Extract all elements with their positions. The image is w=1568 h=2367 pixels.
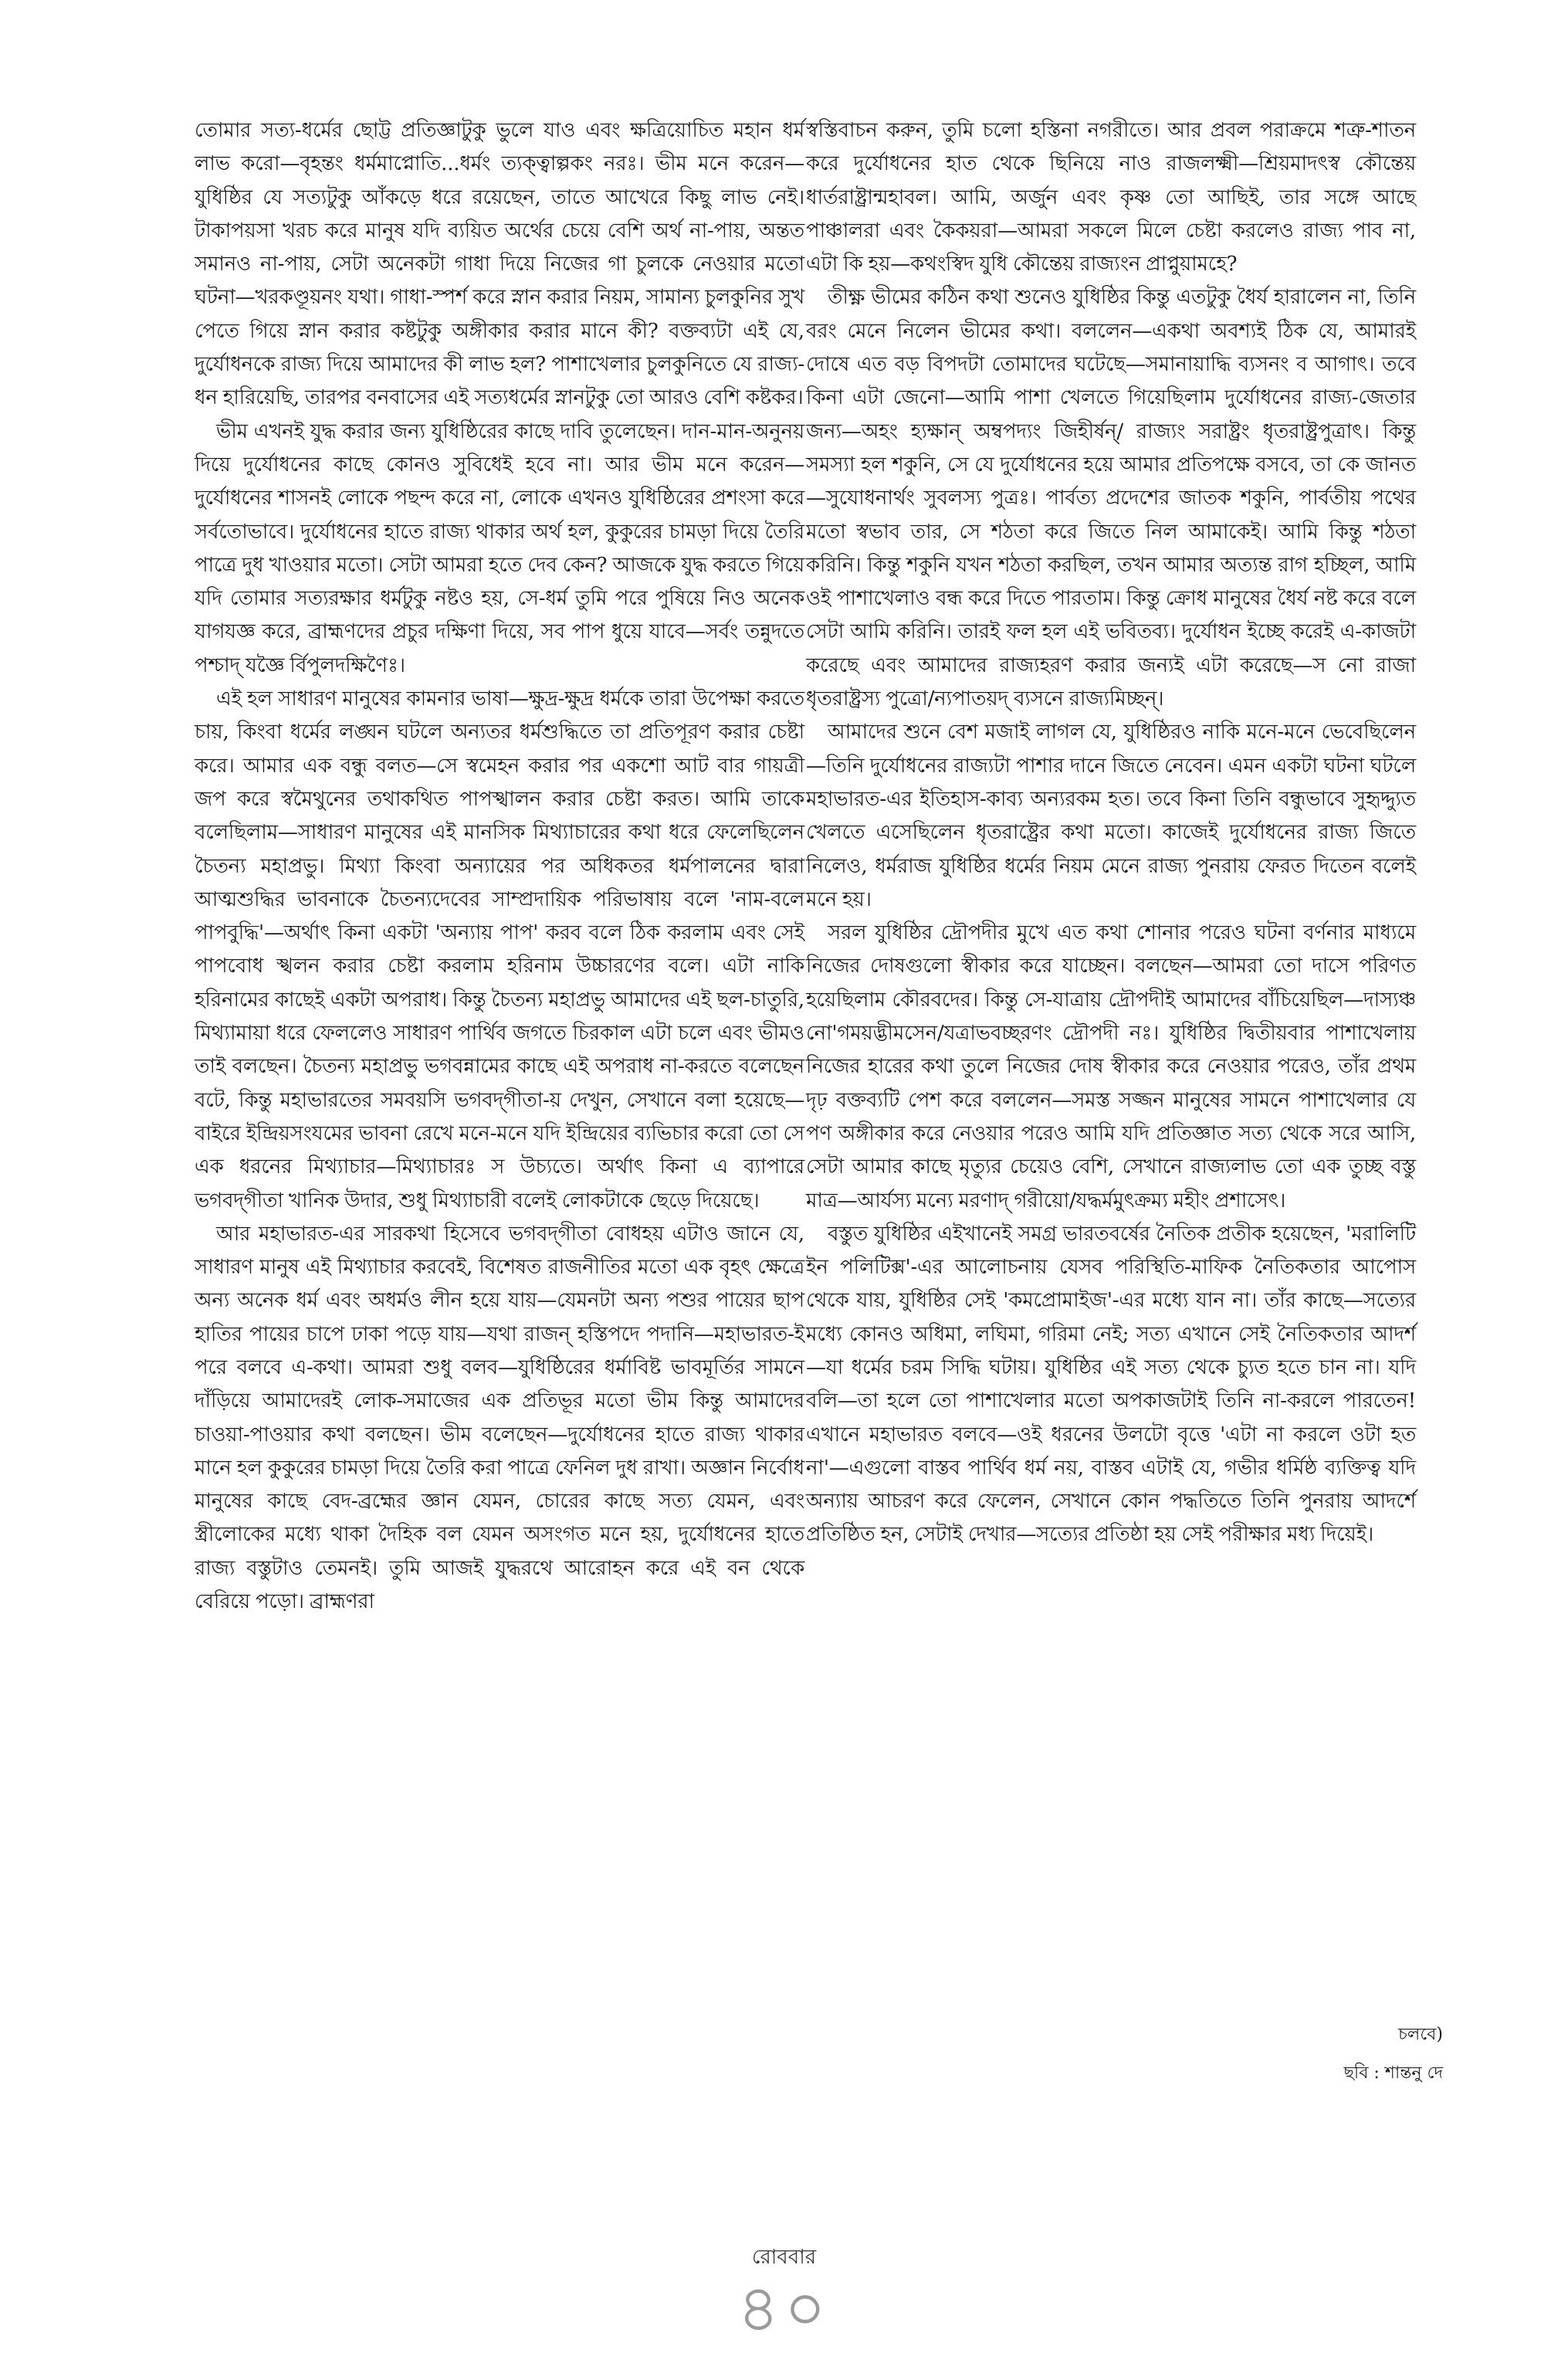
- article-column-left: [195, 114, 804, 1619]
- paragraph: সরল যুধিষ্ঠির দ্রৌপদীর মুখে এত কথা শোনার পরেও ঘটনা বর্ণনার মাধ্যমে নিজের দোষগুলো স্বীকার করে যাচ্ছেন। বলছেন—আমরা তো দাসে পরিণত হয়েছিলাম কৌরবদের। কিন্তু সে-যাত্রায় দ্রৌপদীই আমাদের বাঁচিয়েছিল—দাস্যঞ্চ নো'গময়দ্ভীমসেন/যত্রাভবচ্ছরণং দ্রৌপদী নঃ। যুধিষ্ঠির দ্বিতীয়বার পাশাখেলায় নিজের হারের কথা তুলে নিজের দোষ স্বীকার করে নেওয়ার পরেও, তাঁর প্রথম দৃঢ় বক্তব্যটি পেশ করে বললেন—সমস্ত সজ্জন মানুষের সামনে পাশাখেলার যে পণ অঙ্গীকার করে নেওয়ার পরেও আমি যদি প্রতিজ্ঞাত সত্য থেকে সরে আসি, সেটা আমার কাছে মৃত্যুর চেয়েও বেশি, সেখানে রাজ্যলাভ তো এক তুচ্ছ বস্তু মাত্র—আর্যস্য মন্যে মরণাদ্ গরীয়ো/যদ্ধর্মমুৎক্রম্য মহীং প্রশাসেৎ।: [806, 921, 1416, 1212]
- paragraph: স্বস্তিবাচন করুন, তুমি চলো হস্তিনা নগরীতে। আর প্রবল পরাক্রমে শত্রু-শাতন করে দুর্যোধনের হাত থেকে ছিনিয়ে নাও রাজলক্ষ্মী—শ্রিয়মাদৎস্ব কৌন্তেয় ধার্তরাষ্ট্রান্মহাবল। আমি, অর্জুন এবং কৃষ্ণ তো আছিই, তার সঙ্গে আছে পাঞ্চালরা এবং কৈকয়রা—আমরা সকলে মিলে চেষ্টা করলেও রাজ্য পাব না, এটা কি হয়—কথংস্বিদ যুধি কৌন্তেয় রাজ্যংন প্রাপ্নুয়ামহে?: [806, 119, 1416, 276]
- paragraph: তোমার সত্য-ধর্মের ছোট্ট প্রতিজ্ঞাটুকু ভুলে যাও এবং ক্ষত্রিয়োচিত মহান ধর্ম লাভ করো—বৃহন্তং ধর্মমাপ্নোতি...ধর্মং ত্যক্ত্বাল্পকং নরঃ। ভীম মনে করেন—যুধিষ্ঠির যে সত্যটুকু আঁকড়ে ধরে রয়েছেন, তাতে আখেরে কিছু লাভ নেই। টাকাপয়সা খরচ করে মানুষ যদি ব্যয়িত অর্থের চেয়ে বেশি অর্থ না-পায়, অন্তত সমানও না-পায়, সেটা অনেকটা গাধা দিয়ে নিজের গা চুলকে নেওয়ার মতো ঘটনা—খরকণ্ডূয়নং যথা। গাধা-স্পর্শ করে স্নান করার নিয়ম, সামান্য চুলকুনির সুখ পেতে গিয়ে স্নান করার কষ্টটুকু অঙ্গীকার করার মানে কী? বক্তব্যটা এই যে, দুর্যোধনকে রাজ্য দিয়ে আমাদের কী লাভ হল? পাশাখেলার চুলকুনিতে যে রাজ্য-ধন হারিয়েছি, তারপর বনবাসের এই সত্যধর্মের স্নানটুকু তো আরও বেশি কষ্টকর।: [195, 119, 804, 410]
- page-number: ৪০: [737, 2270, 831, 2346]
- image-credit: ছবি : শান্তনু দে: [1343, 2063, 1443, 2083]
- paragraph: আর মহাভারত-এর সারকথা হিসেবে ভগবদ্‌গীতা বোধহয় এটাও জানে যে, সাধারণ মানুষ এই মিথ্যাচার করবেই, বিশেষত রাজনীতির মতো এক বৃহৎ ক্ষেত্রে অন্য অনেক ধর্ম এবং অধর্মও লীন হয়ে যায়—যেমনটা অন্য পশুর পায়ের ছাপ হাতির পায়ের চাপে ঢাকা পড়ে যায়—যথা রাজন্ হস্তিপদে পদানি—মহাভারত-ই পরে বলবে এ-কথা। আমরা শুধু বলব—যুধিষ্ঠিরের ধর্মাবিষ্ট ভাবমূর্তির সামনে দাঁড়িয়ে আমাদেরই লোক-সমাজের এক প্রতিভূর মতো ভীম কিন্তু আমাদের চাওয়া-পাওয়ার কথা বলছেন। ভীম বলেছেন—দুর্যোধনের হাতে রাজ্য থাকার মানে হল কুকুরের চামড়া দিয়ে তৈরি করা পাত্রে ফেনিল দুধ রাখা। অজ্ঞান নির্বোধ মানুষের কাছে বেদ-ব্রহ্মের জ্ঞান যেমন, চোরের কাছে সত্য যেমন, এবং স্ত্রীলোকের মধ্যে থাকা দৈহিক বল যেমন অসংগত মনে হয়, দুর্যোধনের হাতে রাজ্য বস্তুটাও তেমনই। তুমি আজই যুদ্ধরথে আরোহন করে এই বন থেকে বেরিয়ে পড়ো। ব্রাহ্মণরা: [195, 1222, 804, 1614]
- article-column-right: [806, 114, 1416, 1552]
- paragraph: ভীম এখনই যুদ্ধ করার জন্য যুধিষ্ঠিরের কাছে দাবি তুলেছেন। দান-মান-অনুনয় দিয়ে দুর্যোধনের কাছে কোনও সুবিধেই হবে না। আর ভীম মনে করেন—দুর্যোধনের শাসনই লোকে পছন্দ করে না, লোকে এখনও যুধিষ্ঠিরের প্রশংসা করে সর্বতোভাবে। দুর্যোধনের হাতে রাজ্য থাকার অর্থ হল, কুকুরের চামড়া দিয়ে তৈরি পাত্রে দুধ খাওয়ার মতো। সেটা আমরা হতে দেব কেন? আজকে যুদ্ধ করতে গিয়ে যদি তোমার সত্যরক্ষার ধর্মটুকু নষ্টও হয়, সে-ধর্ম তুমি পরে পুষিয়ে নিও অনেক যাগযজ্ঞ করে, ব্রাহ্মণদের প্রচুর দক্ষিণা দিয়ে, সব পাপ ধুয়ে যাবে—সর্বং তন্নুদতে পশ্চাদ্ যজ্ঞৈ র্বিপুলদক্ষিণৈঃ।: [195, 419, 804, 677]
- continued-note: চলবে): [1398, 2025, 1443, 2044]
- paragraph: বস্তুত যুধিষ্ঠির এইখানেই সমগ্র ভারতবর্ষের নৈতিক প্রতীক হয়েছেন, 'মরালিটি ইন পলিটিক্স'-এর আলোচনায় যেসব পরিস্থিতি-মাফিক নৈতিকতার আপোস থেকে যায়, যুধিষ্ঠির সেই 'কমপ্রোমাইজ'-এর মধ্যে যান না। তাঁর কাছে—সত্যের মধ্যে কোনও অধিমা, লঘিমা, গরিমা নেই; সত্য এখানে সেই নৈতিকতার আদর্শ—যা ধর্মের চরম সিদ্ধি ঘটায়। যুধিষ্ঠির এই সত্য থেকে চ্যুত হতে চান না। যদি বলি—তা হলে তো পাশাখেলার মতো অপকাজটাই তিনি না-করলে পারতেন! এখানে মহাভারত বলবে—ওই ধরনের উলটো বৃত্তে 'এটা না করলে ওটা হত না'—এগুলো বাস্তব পার্থিব ধর্ম নয়, বাস্তব এটাই যে, গভীর ধর্মিষ্ঠ ব্যক্তিত্ব যদি অন্যায় আচরণ করে ফেলেন, সেখানে কোন পদ্ধতিতে তিনি পুনরায় আদর্শে প্রতিষ্ঠিত হন, সেটাই দেখার—সত্যের প্রতিষ্ঠা হয় সেই পরীক্ষার মধ্য দিয়েই।: [806, 1222, 1416, 1547]
- magazine-name: রোববার: [751, 2246, 817, 2269]
- paragraph: এই হল সাধারণ মানুষের কামনার ভাষা—ক্ষুদ্র-ক্ষুদ্র ধর্মকে তারা উপেক্ষা করতে চায়, কিংবা ধর্মের লঙ্ঘন ঘটলে অন্যতর ধর্মশুদ্ধিতে তা প্রতিপূরণ করার চেষ্টা করে। আমার এক বন্ধু বলত—সে স্বমেহন করার পর একশো আট বার গায়ত্রী জপ করে স্বমৈথুনের তথাকথিত পাপস্খালন করার চেষ্টা করত। আমি তাকে বলেছিলাম—সাধারণ মানুষের এই মানসিক মিথ্যাচারের কথা ধরে ফেলেছিলেন চৈতন্য মহাপ্রভু। মিথ্যা কিংবা অন্যায়ের পর অধিকতর ধর্মপালনের দ্বারা আত্মশুদ্ধির ভাবনাকে চৈতন্যদেবের সাম্প্রদায়িক পরিভাষায় বলে 'নাম-বলে পাপবুদ্ধি'—অর্থাৎ কিনা একটা 'অন্যায় পাপ' করব বলে ঠিক করলাম এবং সেই পাপবোধ স্খলন করার চেষ্টা করলাম হরিনাম উচ্চারণের বলে। এটা নাকি হরিনামের কাছেই একটা অপরাধ। কিন্তু চৈতন্য মহাপ্রভু আমাদের এই ছল-চাতুরি, মিথ্যামায়া ধরে ফেললেও সাধারণ পার্থিব জগতে চিরকাল এটা চলে এবং ভীমও তাই বলছেন। চৈতন্য মহাপ্রভু ভগবন্নামের কাছে এই অপরাধ না-করতে বলেছেন বটে, কিন্তু মহাভারতের সমবয়সি ভগবদ্‌গীতা-য় দেখুন, সেখানে বলা হয়েছে—বাইরে ইন্দ্রিয়সংযমের ভাবনা রেখে মনে-মনে যদি ইন্দ্রিয়ের ব্যভিচার করো তো সে এক ধরনের মিথ্যাচার—মিথ্যাচারঃ স উচ্যতে। অর্থাৎ কিনা এ ব্যাপারে ভগবদ্‌গীতা খানিক উদার, শুধু মিথ্যাচারী বলেই লোকটাকে ছেড়ে দিয়েছে।: [195, 687, 804, 1212]
- paragraph: তীক্ষ্ণ ভীমের কঠিন কথা শুনেও যুধিষ্ঠির কিন্তু এতটুকু ধৈর্য হারালেন না, তিনি বরং মেনে নিলেন ভীমের কথা। বললেন—একথা অবশ্যই ঠিক যে, আমারই দোষে এত বড় বিপদটা তোমাদের ঘটেছে—সমানায়াদ্ধি ব্যসনং ব আগাৎ। তবে কিনা এটা জেনো—আমি পাশা খেলতে গিয়েছিলাম দুর্যোধনের রাজ্য-জেতার জন্য—অহং হ্যক্ষান্ অম্বপদ্যং জিহীর্ষন্/ রাজ্যং সরাষ্ট্রং ধৃতরাষ্ট্রপুত্রাৎ। কিন্তু সমস্যা হল শকুনি, সে যে দুর্যোধনের হয়ে আমার প্রতিপক্ষে বসবে, তা কে জানত—সুযোধনার্থং সুবলস্য পুত্রঃ। পার্বত্য প্রদেশের জাতক শকুনি, পার্বতীয় পথের মতো স্বভাব তার, সে শঠতা করে জিতে নিল আমাকেই। আমি কিন্তু শঠতা করিনি। কিন্তু শকুনি যখন শঠতা করছিল, তখন আমার অত্যন্ত রাগ হচ্ছিল, আমি ওই পাশাখেলাও বন্ধ করে দিতে পারতাম। কিন্তু ক্রোধ মানুষের ধৈর্য নষ্ট করে বলে সেটা আমি করিনি। তারই ফল হল এই ভবিতব্য। দুর্যোধন ইচ্ছে করেই এ-কাজটা করেছে এবং আমাদের রাজ্যহরণ করার জন্যই এটা করেছে—স নো রাজা ধৃতরাষ্ট্রস্য পুত্রো/ন্যপাতয়দ্ ব্যসনে রাজ্যমিচ্ছন্।: [806, 286, 1416, 711]
- article-end-notes: [1344, 2016, 1443, 2093]
- paragraph: আমাদের শুনে বেশ মজাই লাগল যে, যুধিষ্ঠিরও নাকি মনে-মনে ভেবেছিলেন—তিনি দুর্যোধনের রাজ্যটা পাশার দানে জিতে নেবেন। এমন একটা ঘটনা ঘটলে মহাভারত-এর ইতিহাস-কাব্য অন্যরকম হত। তবে কিনা তিনি বন্ধুভাবে সুহৃদ্দ্যুত খেলতে এসেছিলেন ধৃতরাষ্ট্রের কথা মতো। কাজেই দুর্যোধনের রাজ্য জিতে নিলেও, ধর্মরাজ যুধিষ্ঠির ধর্মের নিয়ম মেনে রাজ্য পুনরায় ফেরত দিতেন বলেই মনে হয়।: [806, 721, 1416, 911]
